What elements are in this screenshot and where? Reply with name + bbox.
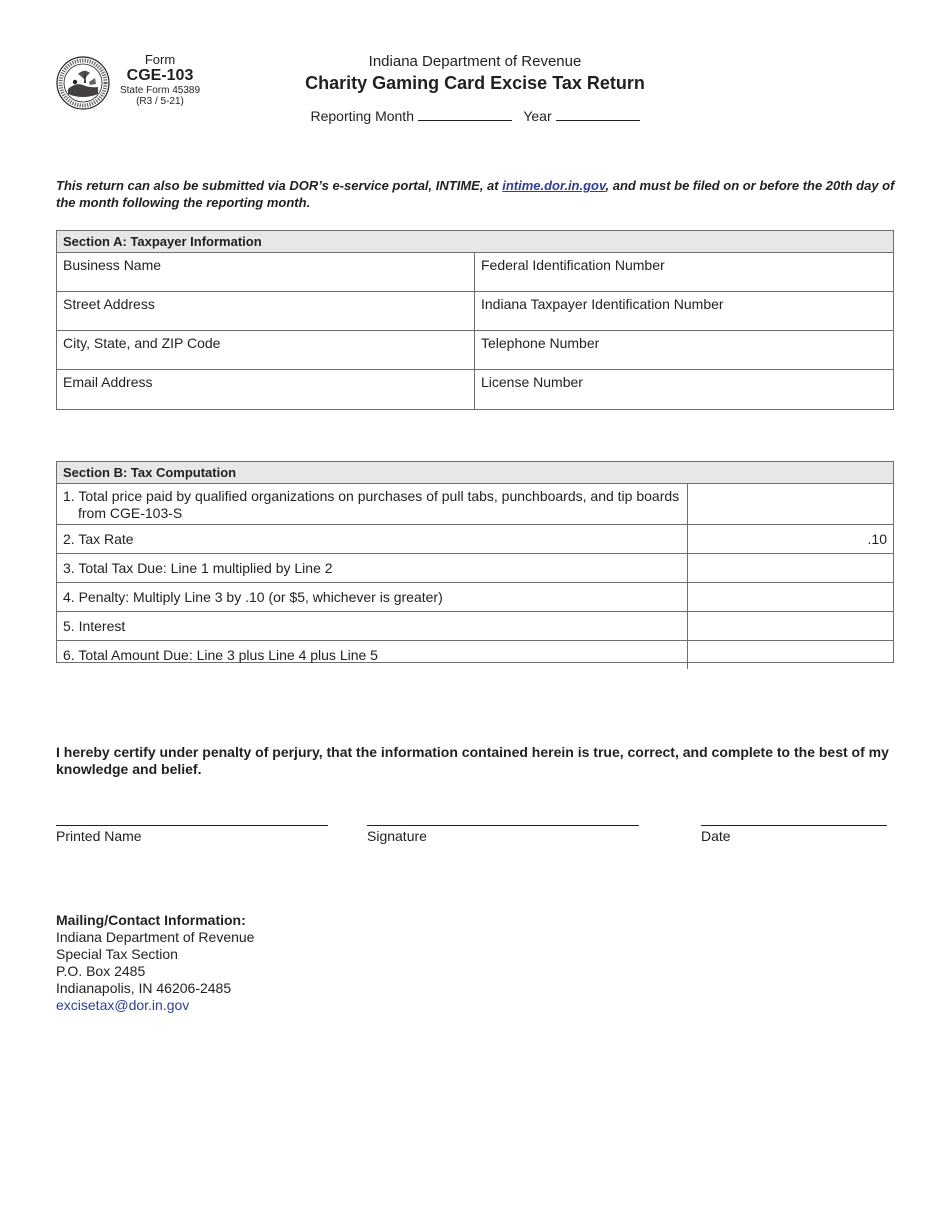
email-address-field[interactable]: Email Address xyxy=(57,370,475,409)
form-label: Form xyxy=(144,52,176,67)
line-2-label: 2. Tax Rate xyxy=(57,525,688,553)
mailing-line-4: Indianapolis, IN 46206-2485 xyxy=(56,980,232,996)
section-a-heading: Section A: Taxpayer Information xyxy=(57,231,893,253)
line-6-amount-field[interactable] xyxy=(688,641,893,669)
mailing-heading: Mailing/Contact Information: xyxy=(56,912,246,928)
form-revision: (R3 / 5-21) xyxy=(136,95,184,107)
printed-name-field[interactable] xyxy=(56,824,328,826)
line-1-total-price-row xyxy=(57,484,893,525)
reporting-month-label: Reporting Month xyxy=(310,108,414,124)
line-6-total-amount-due-row xyxy=(57,641,893,669)
intime-link[interactable]: intime.dor.in.gov xyxy=(502,178,606,193)
state-form-number: State Form 45389 xyxy=(119,84,201,96)
contact-email-link[interactable]: excisetax@dor.in.gov xyxy=(56,997,190,1013)
line-4-amount-field[interactable] xyxy=(688,583,893,611)
mailing-line-3: P.O. Box 2485 xyxy=(56,963,146,979)
reporting-month-field[interactable] xyxy=(418,108,512,121)
signature-field[interactable] xyxy=(367,824,639,826)
mailing-contact-information xyxy=(56,912,254,1014)
line-5-amount-field[interactable] xyxy=(688,612,893,640)
line-2-tax-rate-row xyxy=(57,525,893,554)
section-a-taxpayer-information xyxy=(56,230,894,410)
telephone-number-field[interactable]: Telephone Number xyxy=(475,331,893,370)
line-3-label: 3. Total Tax Due: Line 1 multiplied by Line 2 xyxy=(57,554,688,582)
line-5-label: 5. Interest xyxy=(57,612,688,640)
page-title: Charity Gaming Card Excise Tax Return xyxy=(305,73,645,93)
line-2-tax-rate-value: .10 xyxy=(867,531,887,547)
year-label: Year xyxy=(523,108,552,124)
state-seal-icon xyxy=(56,56,110,110)
form-number: CGE-103 xyxy=(126,67,194,85)
filing-notice xyxy=(56,177,896,211)
certification-statement: I hereby certify under penalty of perjury, that the information contained herein is true, correct, and complete to the best of my knowledge and belief. xyxy=(56,744,889,777)
reporting-period xyxy=(250,108,700,124)
city-state-zip-field[interactable]: City, State, and ZIP Code xyxy=(57,331,475,370)
form-header xyxy=(250,53,700,124)
signature-label: Signature xyxy=(367,828,427,844)
notice-text-end: , and must be filed on or before the 20th day of the month following the reporting month. xyxy=(56,178,895,210)
federal-id-field[interactable]: Federal Identification Number xyxy=(475,253,893,292)
line-1-label: 1. Total price paid by qualified organizations on purchases of pull tabs, punchboards, and tip boards from CGE-103-S xyxy=(57,484,688,526)
date-label: Date xyxy=(701,828,731,844)
line-1-amount-field[interactable] xyxy=(688,484,893,526)
line-4-label: 4. Penalty: Multiply Line 3 by .10 (or $5, whichever is greater) xyxy=(57,583,688,611)
business-name-field[interactable]: Business Name xyxy=(57,253,475,292)
printed-name-label: Printed Name xyxy=(56,828,142,844)
line-6-label: 6. Total Amount Due: Line 3 plus Line 4 plus Line 5 xyxy=(57,641,688,669)
section-b-heading: Section B: Tax Computation xyxy=(57,462,893,484)
line-5-interest-row xyxy=(57,612,893,641)
section-b-tax-computation xyxy=(56,461,894,663)
mailing-line-1: Indiana Department of Revenue xyxy=(56,929,255,945)
notice-text-start: This return can also be submitted via DOR’s e-service portal, INTIME, at xyxy=(56,178,503,193)
form-identifier xyxy=(110,53,210,107)
year-field[interactable] xyxy=(556,108,640,121)
mailing-line-2: Special Tax Section xyxy=(56,946,178,962)
license-number-field[interactable]: License Number xyxy=(481,374,583,390)
street-address-field[interactable]: Street Address xyxy=(57,292,475,331)
line-3-amount-field[interactable] xyxy=(688,554,893,582)
indiana-taxpayer-id-field[interactable]: Indiana Taxpayer Identification Number xyxy=(475,292,893,331)
line-3-total-tax-due-row xyxy=(57,554,893,583)
date-field[interactable] xyxy=(701,824,887,826)
department-name: Indiana Department of Revenue xyxy=(368,53,582,70)
line-4-penalty-row xyxy=(57,583,893,612)
